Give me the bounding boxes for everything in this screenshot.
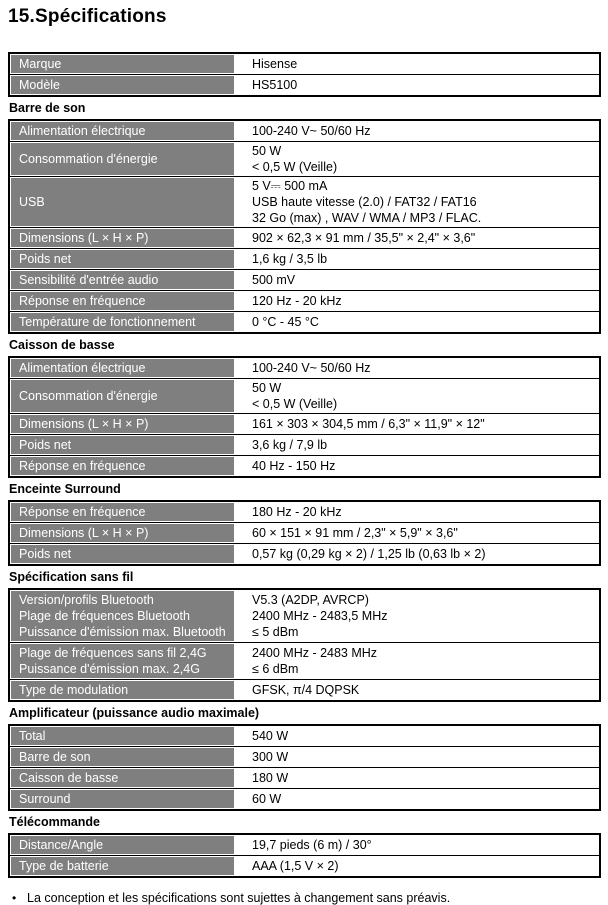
spec-value <box>235 726 599 746</box>
spec-value <box>235 142 599 176</box>
spec-value <box>235 502 599 522</box>
spec-row <box>10 643 599 680</box>
spec-row <box>10 544 599 564</box>
spec-value <box>235 54 599 74</box>
spec-row <box>10 121 599 142</box>
spec-row <box>10 726 599 747</box>
spec-label-line: Dimensions (L × H × P) <box>19 417 149 431</box>
spec-row <box>10 358 599 379</box>
spec-label <box>10 228 235 248</box>
spec-label-line: Type de modulation <box>19 683 129 697</box>
spec-value-line: 100-240 V~ 50/60 Hz <box>252 124 371 138</box>
spec-value <box>235 414 599 434</box>
spec-label-line: Type de batterie <box>19 859 109 873</box>
spec-label <box>10 291 235 311</box>
spec-label-line: Consommation d'énergie <box>19 152 158 166</box>
spec-label-line: Réponse en fréquence <box>19 294 146 308</box>
spec-label-line: USB <box>19 195 45 209</box>
spec-row <box>10 435 599 456</box>
spec-label <box>10 142 235 176</box>
spec-value <box>235 379 599 413</box>
spec-label <box>10 502 235 522</box>
spec-label-line: Poids net <box>19 438 72 452</box>
spec-label <box>10 590 235 642</box>
spec-value <box>235 358 599 378</box>
spec-value-line: 300 W <box>252 750 289 764</box>
spec-row <box>10 54 599 75</box>
spec-label <box>10 121 235 141</box>
spec-label <box>10 856 235 876</box>
spec-value-line: 5 V⎓ 500 mA <box>252 179 328 193</box>
spec-value-line: 60 × 151 × 91 mm / 2,3" × 5,9" × 3,6" <box>252 526 458 540</box>
spec-value-line: GFSK, π/4 DQPSK <box>252 683 360 697</box>
spec-value-line: 161 × 303 × 304,5 mm / 6,3" × 11,9" × 12" <box>252 417 485 431</box>
spec-value <box>235 747 599 767</box>
spec-row <box>10 789 599 809</box>
spec-label <box>10 747 235 767</box>
spec-label-line: Barre de son <box>19 750 91 764</box>
section-heading: Spécification sans fil <box>9 570 134 584</box>
spec-value-line: 902 × 62,3 × 91 mm / 35,5" × 2,4" × 3,6" <box>252 231 476 245</box>
spec-value <box>235 523 599 543</box>
spec-row <box>10 177 599 228</box>
spec-value <box>235 75 599 95</box>
spec-value <box>235 456 599 476</box>
section-heading: Barre de son <box>9 101 86 115</box>
spec-value-line: 19,7 pieds (6 m) / 30° <box>252 838 372 852</box>
spec-value <box>235 121 599 141</box>
spec-label-line: Dimensions (L × H × P) <box>19 526 149 540</box>
spec-label-line: Dimensions (L × H × P) <box>19 231 149 245</box>
spec-value-line: 2400 MHz - 2483 MHz <box>252 646 378 660</box>
spec-label <box>10 75 235 95</box>
spec-value <box>235 835 599 855</box>
spec-label-line: Réponse en fréquence <box>19 505 146 519</box>
spec-value-line: 1,6 kg / 3,5 lb <box>252 252 328 266</box>
spec-value <box>235 680 599 700</box>
spec-value-line: 60 W <box>252 792 282 806</box>
spec-label-line: Réponse en fréquence <box>19 459 146 473</box>
spec-label <box>10 270 235 290</box>
spec-value-line: 180 W <box>252 771 289 785</box>
spec-row <box>10 768 599 789</box>
spec-row <box>10 270 599 291</box>
spec-label-line: Sensibilité d'entrée audio <box>19 273 159 287</box>
spec-row <box>10 502 599 523</box>
footer-note-text: La conception et les spécifications sont sujettes à changement sans préavis. <box>27 891 451 905</box>
spec-value-line: Hisense <box>252 57 298 71</box>
section-heading: Amplificateur (puissance audio maximale) <box>9 706 260 720</box>
spec-value-line: 3,6 kg / 7,9 lb <box>252 438 328 452</box>
section-heading: Enceinte Surround <box>9 482 121 496</box>
spec-value-line: 0,57 kg (0,29 kg × 2) / 1,25 lb (0,63 lb × 2) <box>252 547 486 561</box>
spec-row <box>10 856 599 876</box>
spec-table <box>8 724 601 811</box>
spec-label <box>10 414 235 434</box>
spec-row <box>10 523 599 544</box>
spec-value-line: 50 W <box>252 144 282 158</box>
spec-label-line: Distance/Angle <box>19 838 104 852</box>
spec-value-line: 500 mV <box>252 273 296 287</box>
spec-value-line: 0 °C - 45 °C <box>252 315 319 329</box>
spec-table <box>8 119 601 334</box>
spec-label-line: Marque <box>19 57 62 71</box>
spec-label-line: Poids net <box>19 547 72 561</box>
bullet-marker: • <box>12 891 17 905</box>
spec-value-line: USB haute vitesse (2.0) / FAT32 / FAT16 <box>252 195 477 209</box>
spec-label <box>10 249 235 269</box>
spec-label-line: Alimentation électrique <box>19 124 146 138</box>
spec-row <box>10 228 599 249</box>
spec-row <box>10 680 599 700</box>
spec-value-line: 50 W <box>252 381 282 395</box>
spec-label <box>10 643 235 679</box>
spec-label-line: Total <box>19 729 46 743</box>
spec-label <box>10 544 235 564</box>
spec-label-line: Version/profils Bluetooth <box>19 593 154 607</box>
spec-value <box>235 544 599 564</box>
spec-value <box>235 590 599 642</box>
spec-row <box>10 747 599 768</box>
spec-label <box>10 177 235 227</box>
spec-row <box>10 456 599 476</box>
spec-row <box>10 142 599 177</box>
spec-value-line: 32 Go (max) , WAV / WMA / MP3 / FLAC. <box>252 211 482 225</box>
spec-value <box>235 312 599 332</box>
spec-value-line: 40 Hz - 150 Hz <box>252 459 336 473</box>
spec-label-line: Caisson de basse <box>19 771 119 785</box>
spec-value <box>235 291 599 311</box>
spec-row <box>10 75 599 95</box>
spec-value <box>235 249 599 269</box>
spec-value <box>235 435 599 455</box>
spec-value <box>235 228 599 248</box>
spec-value <box>235 789 599 809</box>
section-heading: Caisson de basse <box>9 338 115 352</box>
spec-row <box>10 590 599 643</box>
spec-value <box>235 177 599 227</box>
spec-label <box>10 768 235 788</box>
spec-value-line: 100-240 V~ 50/60 Hz <box>252 361 371 375</box>
spec-row <box>10 312 599 332</box>
spec-label <box>10 54 235 74</box>
spec-label-line: Puissance d'émission max. 2,4G <box>19 662 200 676</box>
spec-table <box>8 833 601 878</box>
footer-note <box>12 891 601 905</box>
spec-label-line: Température de fonctionnement <box>19 315 196 329</box>
spec-value <box>235 643 599 679</box>
spec-value-line: 180 Hz - 20 kHz <box>252 505 342 519</box>
page-title: 15.Spécifications <box>8 6 167 27</box>
spec-label <box>10 835 235 855</box>
spec-label <box>10 435 235 455</box>
spec-label <box>10 789 235 809</box>
spec-value <box>235 856 599 876</box>
spec-label <box>10 726 235 746</box>
spec-label-line: Poids net <box>19 252 72 266</box>
spec-value-line: 2400 MHz - 2483,5 MHz <box>252 609 388 623</box>
spec-label-line: Plage de fréquences sans fil 2,4G <box>19 646 207 660</box>
spec-label <box>10 312 235 332</box>
spec-row <box>10 249 599 270</box>
spec-value-line: < 0,5 W (Veille) <box>252 397 338 411</box>
spec-label <box>10 680 235 700</box>
spec-value-line: ≤ 6 dBm <box>252 662 299 676</box>
spec-value-line: 540 W <box>252 729 289 743</box>
spec-row <box>10 414 599 435</box>
spec-label-line: Consommation d'énergie <box>19 389 158 403</box>
spec-row <box>10 379 599 414</box>
spec-value-line: AAA (1,5 V × 2) <box>252 859 339 873</box>
spec-label <box>10 358 235 378</box>
spec-row <box>10 291 599 312</box>
spec-table <box>8 356 601 478</box>
section-heading: Télécommande <box>9 815 101 829</box>
spec-label-line: Plage de fréquences Bluetooth <box>19 609 190 623</box>
spec-label <box>10 456 235 476</box>
spec-table <box>8 52 601 97</box>
spec-value-line: < 0,5 W (Veille) <box>252 160 338 174</box>
spec-label-line: Alimentation électrique <box>19 361 146 375</box>
spec-tables-container <box>8 52 601 878</box>
spec-value <box>235 270 599 290</box>
spec-table <box>8 588 601 702</box>
spec-label <box>10 523 235 543</box>
spec-value <box>235 768 599 788</box>
spec-label <box>10 379 235 413</box>
spec-label-line: Surround <box>19 792 71 806</box>
spec-value-line: ≤ 5 dBm <box>252 625 299 639</box>
spec-value-line: V5.3 (A2DP, AVRCP) <box>252 593 369 607</box>
spec-value-line: 120 Hz - 20 kHz <box>252 294 342 308</box>
spec-label-line: Modèle <box>19 78 60 92</box>
spec-value-line: HS5100 <box>252 78 298 92</box>
spec-table <box>8 500 601 566</box>
spec-label-line: Puissance d'émission max. Bluetooth <box>19 625 226 639</box>
